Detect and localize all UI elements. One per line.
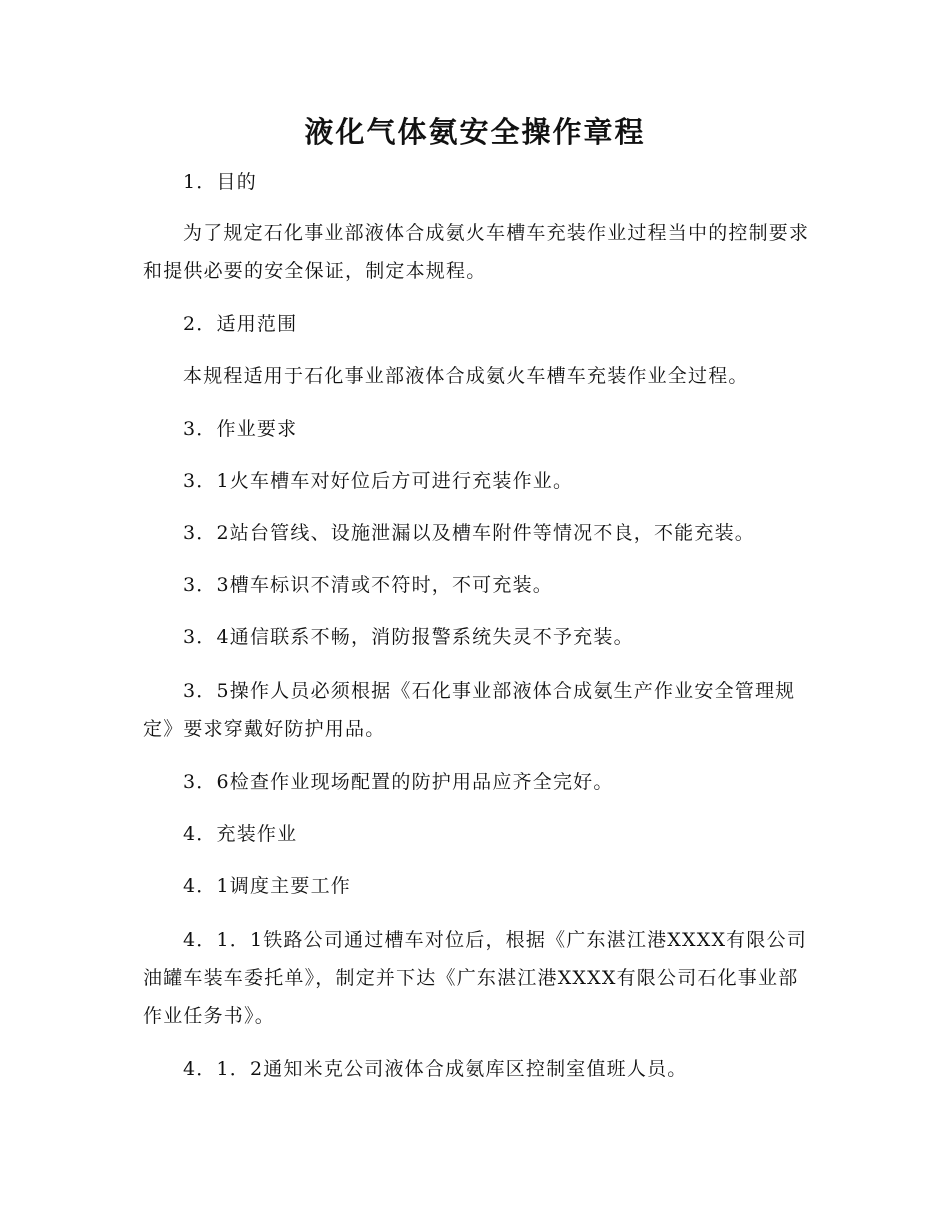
paragraph-requirement-3-4: 3．4通信联系不畅，消防报警系统失灵不予充装。 bbox=[183, 626, 634, 648]
document-title: 液化气体氨安全操作章程 bbox=[304, 115, 646, 149]
section-heading-purpose: 1．目的 bbox=[183, 171, 257, 193]
paragraph-dispatch-4-1-1: 4．1．1铁路公司通过槽车对位后，根据《广东湛江港XXXX有限公司油罐车装车委托单》，制定并下达《广东湛江港XXXX有限公司石化事业部作业任务书》。 bbox=[143, 929, 807, 1027]
paragraph-scope: 本规程适用于石化事业部液体合成氨火车槽车充装作业全过程。 bbox=[183, 365, 749, 387]
paragraph-requirement-3-3: 3．3槽车标识不清或不符时，不可充装。 bbox=[183, 574, 553, 596]
section-heading-requirements: 3．作业要求 bbox=[183, 418, 298, 440]
paragraph-requirement-3-5: 3．5操作人员必须根据《石化事业部液体合成氨生产作业安全管理规定》要求穿戴好防护用品。 bbox=[143, 680, 796, 740]
section-heading-filling: 4．充装作业 bbox=[183, 823, 298, 845]
paragraph-requirement-3-1: 3．1火车槽车对好位后方可进行充装作业。 bbox=[183, 470, 574, 492]
paragraph-requirement-3-6: 3．6检查作业现场配置的防护用品应齐全完好。 bbox=[183, 771, 614, 793]
paragraph-dispatch-4-1-2: 4．1．2通知米克公司液体合成氨库区控制室值班人员。 bbox=[183, 1058, 688, 1080]
subsection-heading-dispatch: 4．1调度主要工作 bbox=[183, 875, 351, 897]
section-heading-scope: 2．适用范围 bbox=[183, 313, 298, 335]
paragraph-requirement-3-2: 3．2站台管线、设施泄漏以及槽车附件等情况不良，不能充装。 bbox=[183, 522, 755, 544]
paragraph-purpose: 为了规定石化事业部液体合成氨火车槽车充装作业过程当中的控制要求和提供必要的安全保证，制定本规程。 bbox=[143, 222, 810, 282]
